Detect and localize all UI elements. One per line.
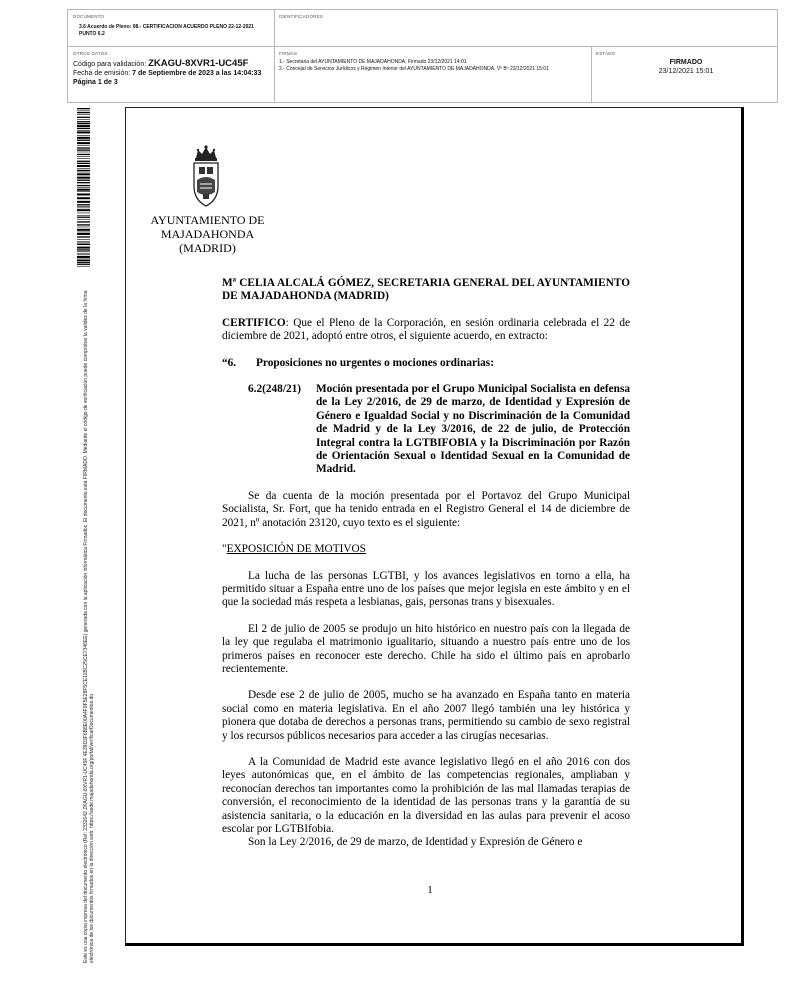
paragraph-5: Son la Ley 2/2016, de 29 de marzo, de Identidad y Expresión de Género e xyxy=(248,836,583,849)
coat-of-arms-icon xyxy=(188,144,224,210)
exposicion-heading xyxy=(222,543,630,556)
verification-side-text: Este es una copia impresa del documento electrónico (Ref: 2332642 ZKAGU-8XVR1-UC45F 4E39D3F6B8E00A4F9F5E28F5CE11BC25CE7346EE) generada con la aplicación informática Firmadoc. El documento está FIRMADO. Mediante el código de verificación puede comprobar la validez de la firma electrónica de los documentos firmados en la dirección web: https://sede.majadahonda.org/portal/verificarDocumentos.do xyxy=(83,290,95,963)
documento-cell xyxy=(73,14,271,38)
estado-cell xyxy=(596,51,776,76)
paragraph-2: El 2 de julio de 2005 se produjo un hito histórico en nuestro país con la llegada de la ley que regulaba el matrimonio igualitario, situando a nuestro país entre uno de los primeros países en reconocer este derecho. Chile ha sido el último país en aprobarlo recientemente. xyxy=(222,622,630,675)
firma-1: 1.- Secretaria del AYUNTAMIENTO DE MAJADAHONDA. Firmado 23/12/2021 14:01 xyxy=(279,59,467,65)
mocion-title: Moción presentada por el Grupo Municipal Socialista en defensa de la Ley 2/2016, de 29 de marzo, de Identidad y Expresión de Género e Igualdad Social y no Discriminación de la Comunidad de Madrid y de la Ley 3/2016, de 22 de julio, de Protección Integral contra la LGTBIFOBIA y la Discriminación por Razón de Orientación Sexual o Identidad Sexual en la Comunidad de Madrid. xyxy=(316,383,630,476)
identificadores-cell xyxy=(279,14,579,19)
document-header xyxy=(67,9,778,103)
barcode-icon xyxy=(77,108,90,268)
pagina: Página 1 de 3 xyxy=(73,79,118,86)
letterhead-line-1: AYUNTAMIENTO DE xyxy=(150,213,265,227)
estado-value: FIRMADO xyxy=(669,59,703,66)
certifico-label: CERTIFICO xyxy=(222,316,286,329)
cuenta-paragraph: Se da cuenta de la moción presentada por el Portavoz del Grupo Municipal Socialista, Sr. Fort, que ha tenido entrada en el Registro General el 14 de diciembre de 2021, nº anotación 23120, cuyo texto es el siguiente: xyxy=(222,489,630,529)
secretaria-heading: Mª CELIA ALCALÁ GÓMEZ, SECRETARIA GENERAL DEL AYUNTAMIENTO DE MAJADAHONDA (MADRID) xyxy=(222,277,630,303)
firmas-label: FIRMAS xyxy=(279,51,298,56)
fecha-value: 7 de Septiembre de 2023 a las 14:04:33 xyxy=(132,70,262,77)
mocion-block xyxy=(222,383,630,477)
letterhead-line-2: MAJADAHONDA xyxy=(160,227,255,241)
letterhead-line-3: (MADRID) xyxy=(179,241,236,255)
otros-datos-label: OTROS DATOS xyxy=(73,51,108,56)
exposicion-quote: " xyxy=(222,543,227,556)
paragraph-3: Desde ese 2 de julio de 2005, mucho se ha avanzado en España tanto en materia social como en materia legislativa. En el año 2007 llegó también una ley histórica y pionera que dotaba de derechos a personas trans, permitiendo su cambio de sexo registral y los recursos públicos necesarios para acceder a las cirugías necesarias. xyxy=(222,689,630,742)
otros-datos-cell xyxy=(73,51,271,87)
firma-2: 2.- Concejal de Servicios Jurídicos y Régimen Interior del AYUNTAMIENTO DE MAJADAHONDA. Vº Bº 23/12/2021 15:01 xyxy=(279,66,549,72)
document-body xyxy=(222,277,630,850)
estado-label: ESTADO xyxy=(596,51,616,56)
certifico-text: : Que el Pleno de la Corporación, en sesión ordinaria celebrada el 22 de diciembre de 2021, adoptó entre otros, el siguiente acuerdo, en extracto: xyxy=(222,316,630,343)
codigo-label: Código para validación: xyxy=(73,61,147,68)
section-heading xyxy=(222,357,630,370)
page-number: 1 xyxy=(427,884,433,896)
identificadores-label: IDENTIFICADORES xyxy=(279,14,324,19)
paragraph-1: La lucha de las personas LGTBI, y los avances legislativos en torno a ella, ha permitido situar a España entre uno de los países que mejor legisla en este ámbito y en el que la sociedad más respeta a lesbianas, gais, personas trans y bisexuales. xyxy=(222,569,630,609)
documento-text: 3.6 Acuerdo de Pleno: 08.- CERTIFICACION ACUERDO PLENO 22-12-2021 PUNTO 6.2 xyxy=(79,24,254,37)
codigo-validacion xyxy=(73,59,271,69)
section-title: Proposiciones no urgentes o mociones ordinarias: xyxy=(256,356,494,369)
estado-date: 23/12/2021 15:01 xyxy=(658,68,714,75)
fecha-label: Fecha de emisión: xyxy=(73,70,131,77)
documento-label: DOCUMENTO xyxy=(73,14,105,19)
exposicion-title: EXPOSICIÓN DE MOTIVOS xyxy=(226,543,366,556)
mocion-number: 6.2(248/21) xyxy=(248,383,302,396)
fecha-emision xyxy=(73,69,271,78)
codigo-value: ZKAGU-8XVR1-UC45F xyxy=(148,58,249,69)
certifico-paragraph xyxy=(222,317,630,344)
section-number: “6. xyxy=(222,356,237,369)
letterhead xyxy=(140,213,275,255)
firmas-cell xyxy=(279,51,587,73)
paragraph-4: A la Comunidad de Madrid este avance legislativo llegó en el año 2016 con dos leyes autonómicas que, en el ámbito de las competencias regionales, ampliaban y reconocían derechos tan importantes como la prohibición de las mal llamadas terapias de conversión, el reconocimiento de la identidad de las personas trans y la garantía de su asistencia sanitaria, o la educación en la diversidad en las aulas para prevenir el acoso escolar por LGTBIfobia. xyxy=(222,755,630,835)
